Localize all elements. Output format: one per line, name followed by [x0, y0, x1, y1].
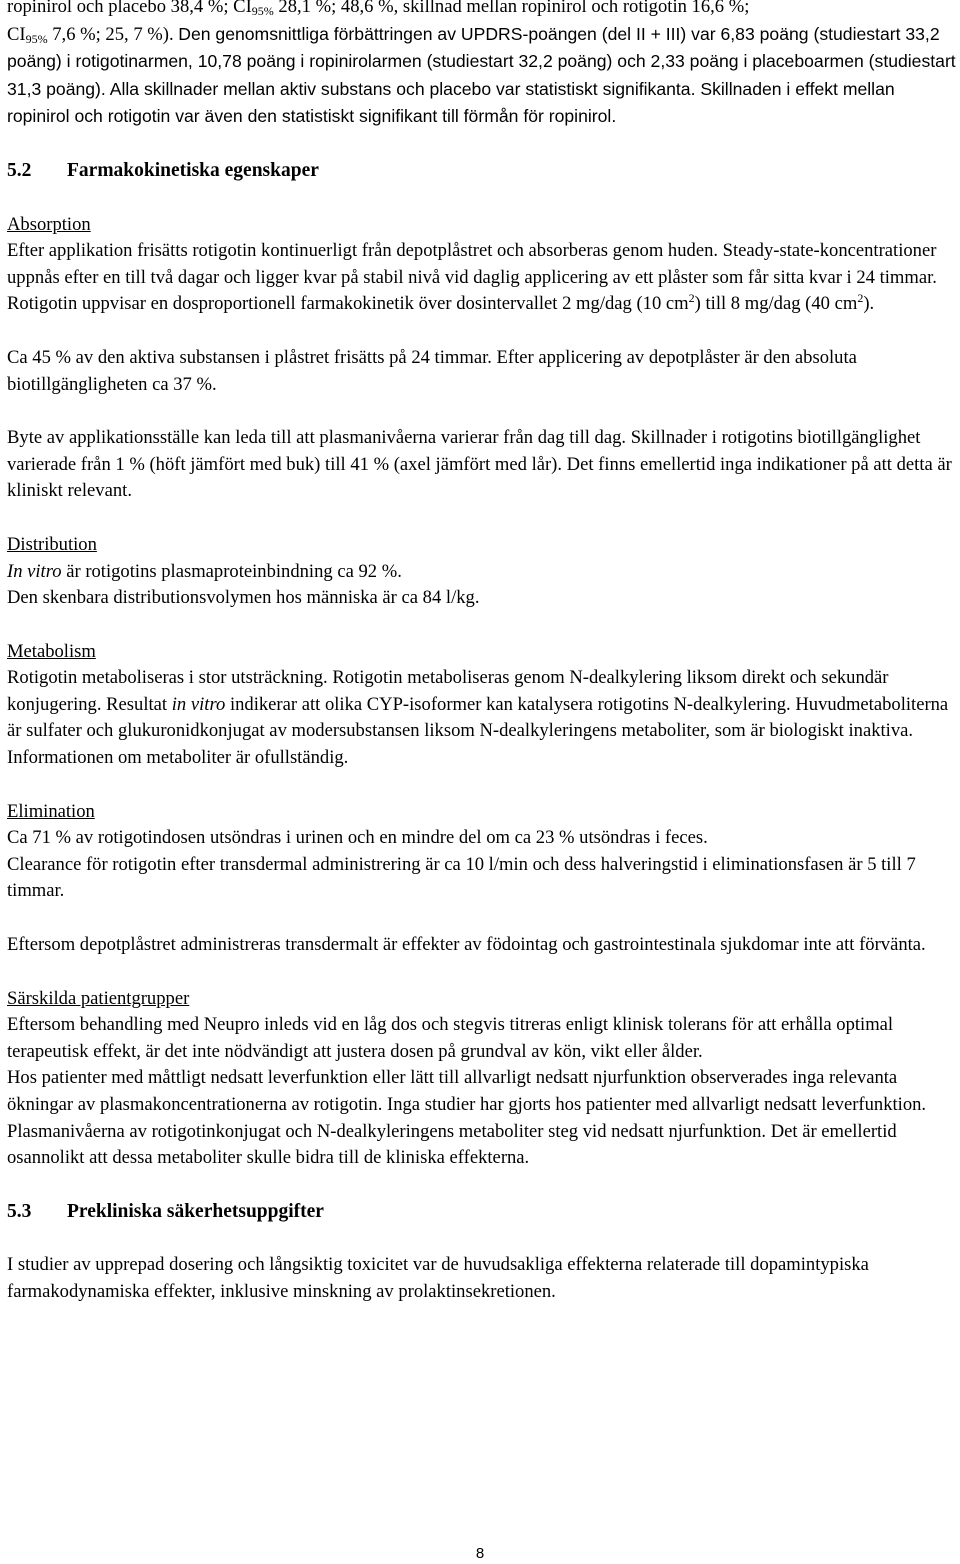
absorption-heading: Absorption: [7, 213, 91, 235]
distribution-text: är rotigotins plasmaproteinbindning ca 92 %.: [61, 560, 402, 582]
absorption-paragraph-3: Byte av applikationsställe kan leda till att plasmanivåerna varierar från dag till dag. Skillnader i rotigotins biotillgänglighet varierade från 1 % (höft jämfört med buk) till 41 % (axel jämfört med lår). Det finns emellertid inga indikationer på att detta är kliniskt relevant.: [7, 427, 952, 502]
superscript-1: 2: [688, 291, 695, 306]
preclinical-paragraph: I studier av upprepad dosering och långsiktig toxicitet var de huvudsakliga effekterna relaterade till dopamintypiska farmakodynamiska effekter, inklusive minskning av prolaktinsekretionen.: [7, 1254, 869, 1302]
absorption-paragraph-2: Ca 45 % av den aktiva substansen i plåstret frisätts på 24 timmar. Efter applicering av depotplåster är den absoluta biotillgängligheten ca 37 %.: [7, 346, 857, 395]
intro-text-1: ropinirol och placebo 38,4 %; CI: [7, 0, 252, 17]
distribution-line-2: Den skenbara distributionsvolymen hos människa är ca 84 l/kg.: [7, 587, 480, 609]
superscript-2: 2: [857, 291, 864, 306]
absorption-paragraph-1: [7, 238, 957, 318]
ci-subscript-2: 95%: [25, 31, 48, 46]
section-5-3-heading: [7, 1199, 957, 1226]
metabolism-heading: Metabolism: [7, 640, 96, 662]
absorption-text-a: Efter applikation frisätts rotigotin kontinuerligt från depotplåstret och absorberas genom huden. Steady-state-koncentrationer uppnås efter en till två dagar och ligger kvar på stabil nivå vid daglig applicering av ett plåster som får sitta kvar i 24 timmar. Rotigotin uppvisar en dosproportionell farmakokinetik över dosintervallet 2 mg/dag (10 cm: [7, 240, 937, 315]
ci-subscript-1: 95%: [251, 4, 274, 18]
special-groups-paragraph-2: Hos patienter med måttligt nedsatt leverfunktion eller lätt till allvarligt nedsatt njurfunktion observerades inga relevanta ökningar av plasmakoncentrationerna av rotigotin. Inga studier har gjorts hos patienter med allvarligt nedsatt leverfunktion.: [7, 1067, 927, 1115]
section-number: 5.3: [7, 1200, 32, 1222]
section-number: 5.2: [7, 159, 32, 181]
section-title: Prekliniska säkerhetsuppgifter: [67, 1200, 324, 1222]
elimination-paragraph-1: Ca 71 % av rotigotindosen utsöndras i urinen och en mindre del om ca 23 % utsöndras i feces.: [7, 827, 708, 849]
intro-paragraph: [7, 0, 957, 131]
elimination-heading: Elimination: [7, 800, 95, 822]
section-title: Farmakokinetiska egenskaper: [67, 159, 319, 181]
metabolism-text-b: indikerar att olika CYP-isoformer kan katalysera rotigotins N-dealkylering. Huvudmetaboliterna är sulfater och glukuronidkonjugat av modersubstansen liksom N-dealkyleringens metaboliter, som är biologiskt inaktiva.: [7, 693, 949, 742]
in-vitro-italic: in vitro: [171, 693, 226, 715]
metabolism-paragraph-1: [7, 665, 957, 745]
metabolism-paragraph-2: Informationen om metaboliter är ofullständig.: [7, 747, 349, 769]
special-groups-paragraph-1: Eftersom behandling med Neupro inleds vid en låg dos och stegvis titreras enligt klinisk tolerans för att erhålla optimal terapeutisk effekt, är det inte nödvändigt att justera dosen på grundval av kön, vikt eller ålder.: [7, 1014, 894, 1062]
elimination-paragraph-3: Eftersom depotplåstret administreras transdermalt är effekter av födointag och gastrointestinala sjukdomar inte att förvänta.: [7, 934, 926, 956]
special-groups-heading: Särskilda patientgrupper: [7, 987, 190, 1009]
distribution-heading: Distribution: [7, 533, 97, 555]
absorption-text-c: ).: [863, 293, 875, 315]
elimination-paragraph-2: Clearance för rotigotin efter transdermal administrering är ca 10 l/min och dess halveringstid i eliminationsfasen är 5 till 7 timmar.: [7, 853, 916, 902]
section-5-2-heading: [7, 158, 957, 185]
special-groups-paragraph-3: Plasmanivåerna av rotigotinkonjugat och N-dealkyleringens metaboliter steg vid nedsatt njurfunktion. Det är emellertid osannolikt att dessa metaboliter skulle bidra till de kliniska effekterna.: [7, 1120, 897, 1169]
intro-text-5: Den genomsnittliga förbättringen av UPDRS-poängen (del II + III) var 6,83 poäng (studiestart 33,2 poäng) i rotigotinarmen, 10,78 poäng i ropinirolarmen (studiestart 32,2 poäng) och 2,33 poäng i placeboarmen (studiestart 31,3 poäng). Alla skillnader mellan aktiv substans och placebo var statistiskt signifikanta. Skillnaden i effekt mellan ropinirol och rotigotin var även den statistiskt signifikant till förmån för ropinirol.: [7, 23, 956, 127]
distribution-line-1: [7, 559, 957, 586]
absorption-text-b: ) till 8 mg/dag (40 cm: [694, 293, 858, 315]
metabolism-text-a: Rotigotin metaboliseras i stor utsträckning. Rotigotin metaboliseras genom N-dealkylering liksom direkt och sekundär konjugering. Resultat: [7, 667, 889, 715]
in-vitro-italic: In vitro: [7, 560, 62, 582]
document-page: [7, 0, 957, 1306]
page-number: 8: [475, 1545, 485, 1562]
intro-text-4: 7,6 %; 25, 7 %).: [47, 23, 179, 45]
intro-text-2: 28,1 %; 48,6 %, skillnad mellan ropinirol och rotigotin 16,6 %;: [273, 0, 750, 17]
intro-text-3: CI: [7, 23, 26, 45]
